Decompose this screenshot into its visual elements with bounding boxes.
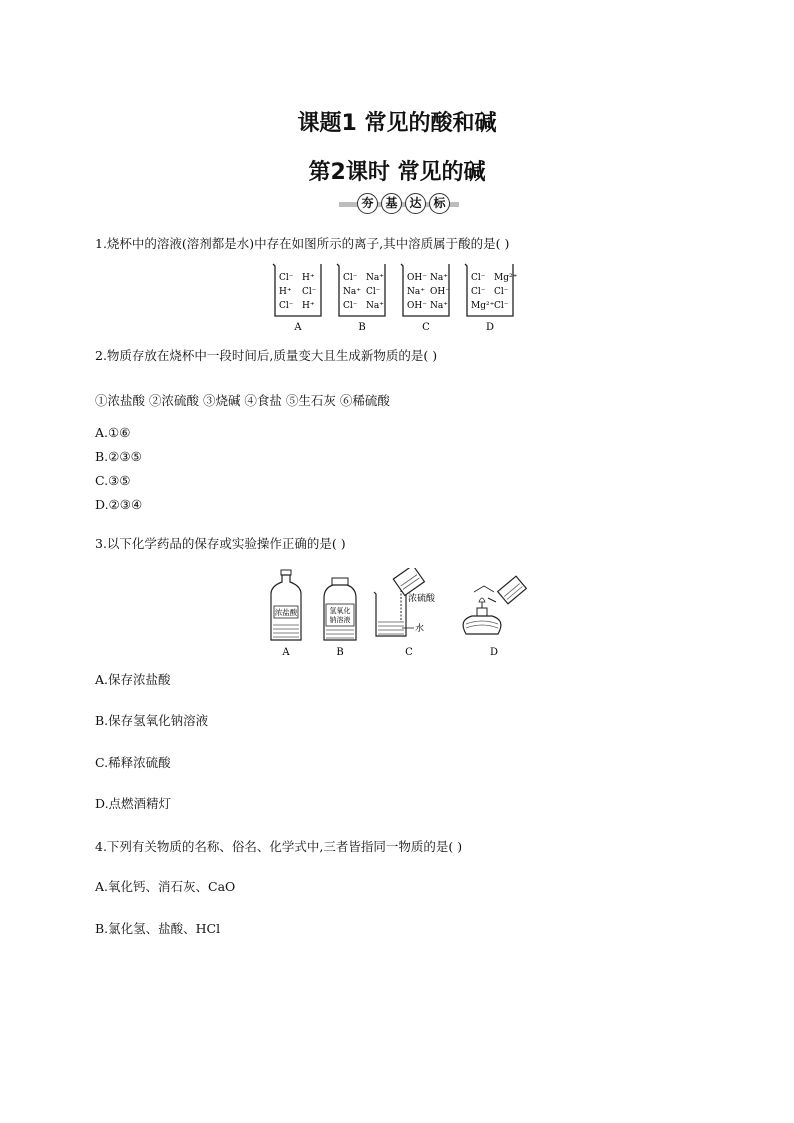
section-title: 第2课时 常见的碱 (308, 160, 486, 185)
option-d: D.点燃酒精灯 (95, 796, 172, 811)
ion-label: Cl⁻ (366, 287, 381, 297)
beaker-label: C (422, 322, 430, 333)
alcohol-lamps (463, 576, 526, 634)
lesson-title: 课题1 常见的酸和碱 (297, 111, 497, 136)
option-c: C.③⑤ (95, 473, 131, 488)
option-d: D.②③④ (95, 497, 143, 512)
ion-label: Cl⁻ (302, 287, 317, 297)
beaker-label: B (358, 322, 366, 333)
bottle-a-label: 浓盐酸 (274, 608, 298, 617)
beaker-label: D (485, 322, 495, 333)
banner-char: 基 (381, 193, 402, 214)
figure-label-d: D (489, 647, 499, 658)
question-2-stem: 2.物质存放在烧杯中一段时间后,质量变大且生成新物质的是( ) (95, 348, 438, 363)
lab-operations-figure (262, 568, 537, 658)
ion-label: OH⁻ (407, 273, 427, 283)
beakers-figure (270, 262, 530, 334)
ion-label: Na⁺ (430, 273, 448, 283)
figure-label-a: A (282, 647, 290, 658)
question-3-stem: 3.以下化学药品的保存或实验操作正确的是( ) (95, 536, 346, 551)
ion-label: OH⁻ (407, 301, 427, 311)
option-a: A.氧化钙、消石灰、CaO (95, 879, 236, 894)
option-b: B.②③⑤ (95, 449, 142, 464)
option-c: C.稀释浓硫酸 (95, 755, 171, 770)
banner-char: 标 (429, 193, 450, 214)
question-2-items: ①浓盐酸 ②浓硫酸 ③烧碱 ④食盐 ⑤生石灰 ⑥稀硫酸 (95, 393, 390, 408)
option-a: A.保存浓盐酸 (95, 672, 171, 687)
question-4-stem: 4.下列有关物质的名称、俗名、化学式中,三者皆指同一物质的是( ) (95, 839, 463, 854)
option-a: A.①⑥ (95, 425, 131, 440)
water-label: 水 (415, 624, 425, 634)
practice-banner (339, 193, 459, 215)
ion-label: Mg²⁺ (471, 301, 495, 311)
beaker-label: A (294, 322, 302, 333)
ion-label: OH⁻ (430, 287, 450, 297)
ion-label: Cl⁻ (279, 301, 294, 311)
ion-label: Cl⁻ (343, 301, 358, 311)
ion-label: Na⁺ (366, 273, 384, 283)
bottle-b (324, 578, 356, 640)
bottle-a (271, 570, 301, 640)
question-1-stem: 1.烧杯中的溶液(溶剂都是水)中存在如图所示的离子,其中溶质属于酸的是( ) (95, 236, 510, 251)
option-b: B.氯化氢、盐酸、HCl (95, 921, 221, 936)
ion-label: Cl⁻ (494, 287, 509, 297)
ion-label: H⁺ (302, 273, 315, 283)
banner-char: 达 (405, 193, 426, 214)
ion-label: H⁺ (279, 287, 292, 297)
ion-label: Na⁺ (366, 301, 384, 311)
ion-label: Cl⁻ (494, 301, 509, 311)
figure-label-c: C (405, 647, 413, 658)
ion-label: Na⁺ (343, 287, 361, 297)
ion-label: Cl⁻ (471, 287, 486, 297)
bottle-b-label-1: 氢氧化 (329, 607, 351, 615)
ion-label: Cl⁻ (343, 273, 358, 283)
figure-label-b: B (336, 647, 344, 658)
banner-char: 夯 (357, 193, 378, 214)
ion-label: Cl⁻ (471, 273, 486, 283)
dilution-setup (374, 568, 436, 636)
option-b: B.保存氢氧化钠溶液 (95, 713, 209, 728)
ion-label: Na⁺ (407, 287, 425, 297)
bottle-b-label-2: 钠溶液 (329, 616, 351, 624)
ion-label: H⁺ (302, 301, 315, 311)
ion-label: Cl⁻ (279, 273, 294, 283)
ion-label: Mg²⁺ (494, 273, 518, 283)
acid-label: 浓硫酸 (408, 594, 436, 604)
ion-label: Na⁺ (430, 301, 448, 311)
